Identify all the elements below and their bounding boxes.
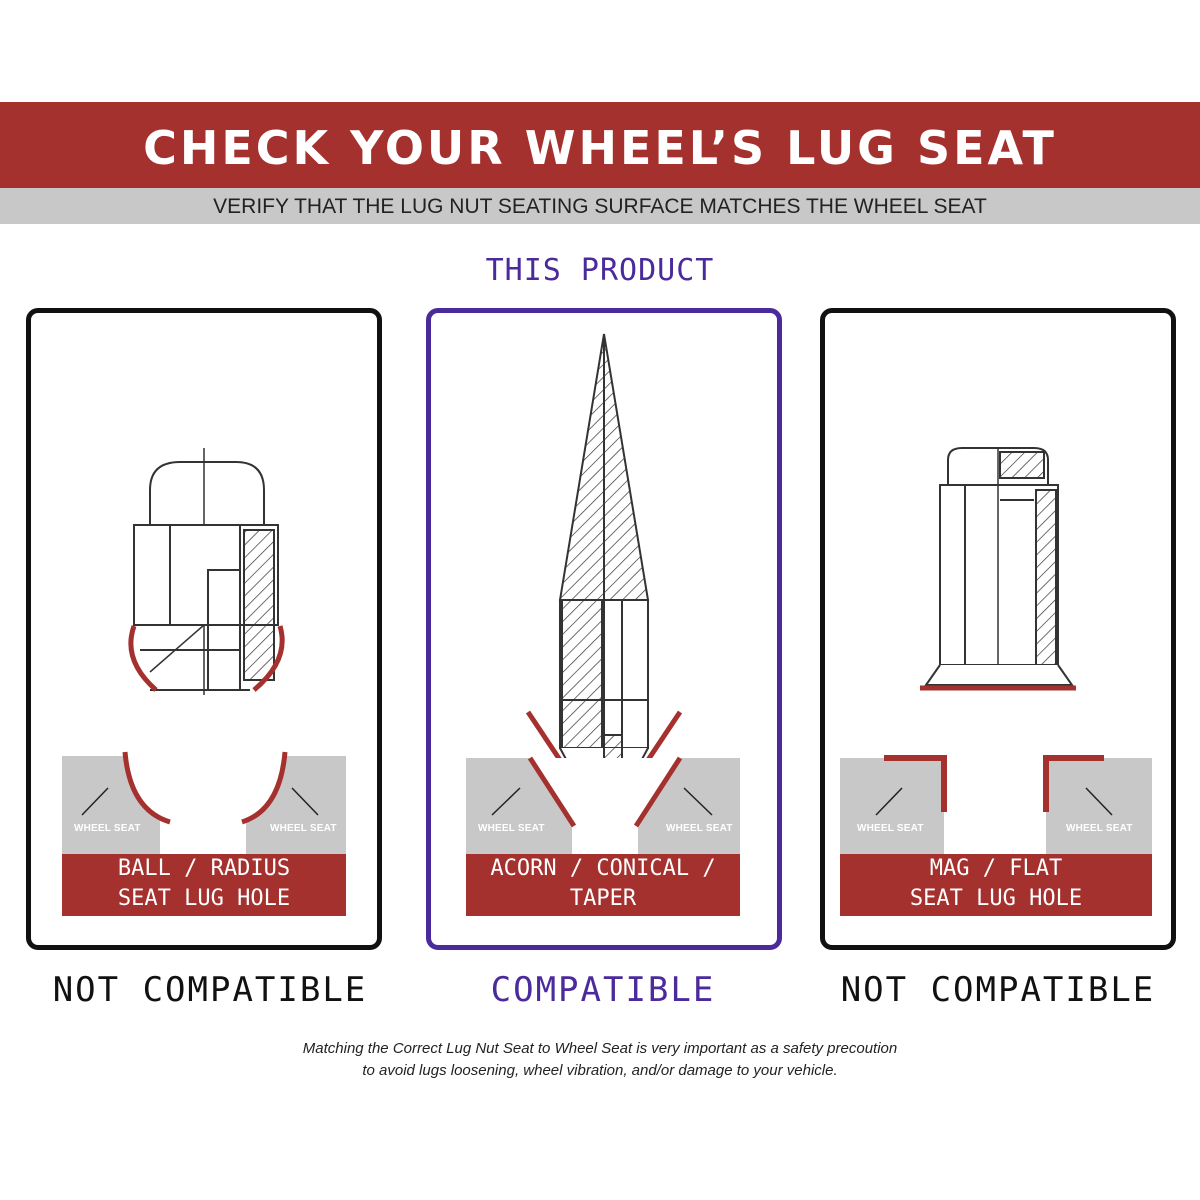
wheel-seat-label: WHEEL SEAT <box>270 823 337 834</box>
mag-seat-lug-nut-illustration <box>926 448 1072 685</box>
page-title: CHECK YOUR WHEEL’S LUG SEAT <box>143 121 1057 175</box>
wheel-seat-label: WHEEL SEAT <box>857 823 924 834</box>
page-subtitle: VERIFY THAT THE LUG NUT SEATING SURFACE MATCHES THE WHEEL SEAT <box>213 195 987 218</box>
safety-footnote <box>200 1038 1000 1082</box>
wheel-seat-label: WHEEL SEAT <box>74 823 141 834</box>
compatibility-status: COMPATIBLE <box>490 970 716 1010</box>
hole-type-label <box>466 854 740 944</box>
hole-type-line2: SEAT LUG HOLE <box>909 886 1083 911</box>
compatibility-status: NOT COMPATIBLE <box>840 970 1156 1010</box>
ball-seat-lug-nut-illustration <box>134 448 278 695</box>
this-product-label: THIS PRODUCT <box>485 253 715 288</box>
hole-type-line2: SEAT LUG HOLE <box>117 886 291 911</box>
footnote-line1: Matching the Correct Lug Nut Seat to Wheel Seat is very important as a safety precoution <box>302 1040 898 1057</box>
hole-type-label <box>840 854 1152 914</box>
wheel-seat-label: WHEEL SEAT <box>478 823 545 834</box>
spike-lug-nut-illustration <box>560 334 648 778</box>
wheel-seat-label: WHEEL SEAT <box>1066 823 1133 834</box>
hole-type-line1: ACORN / CONICAL / TAPER <box>490 856 716 911</box>
wheel-seat-label: WHEEL SEAT <box>666 823 733 834</box>
hole-type-line1: MAG / FLAT <box>929 856 1063 881</box>
compatibility-status: NOT COMPATIBLE <box>52 970 368 1010</box>
footnote-line2: to avoid lugs loosening, wheel vibration, and/or damage to your vehicle. <box>362 1062 838 1079</box>
hole-type-line1: BALL / RADIUS <box>117 856 291 881</box>
hole-type-line2: SEAT LUG HOLE <box>516 916 690 941</box>
hole-type-label <box>62 854 346 914</box>
ball-seat-curve <box>131 626 156 690</box>
